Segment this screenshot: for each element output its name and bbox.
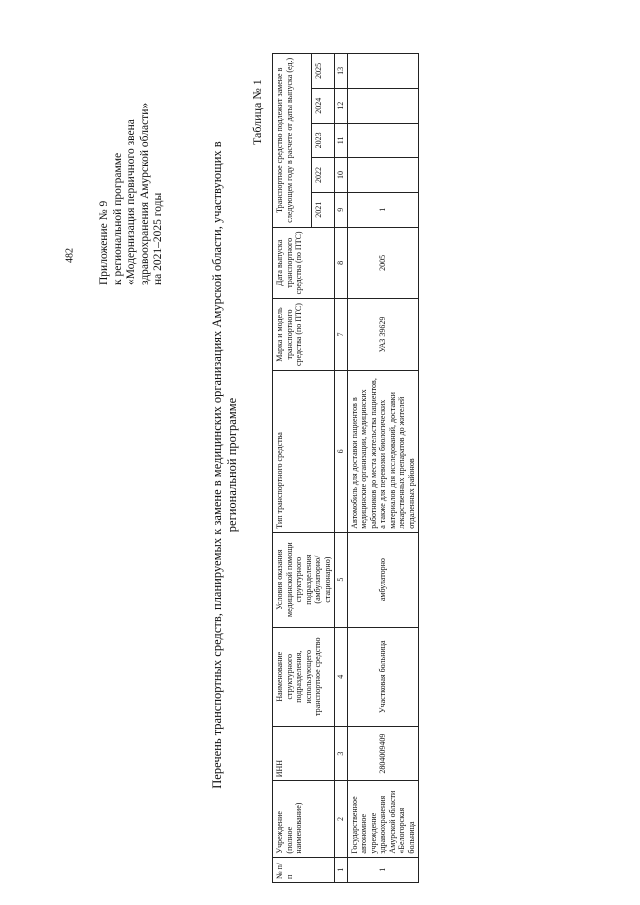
cell-release-date: 2005 <box>347 227 419 299</box>
column-number: 13 <box>335 54 348 89</box>
cell-2023 <box>347 123 419 158</box>
appendix-line-5: на 2021–2025 годы <box>152 192 164 285</box>
header-vehicle-type: Тип транспортного средства <box>273 370 335 532</box>
column-number: 1 <box>335 857 348 882</box>
cell-conditions: амбулаторно <box>347 532 419 627</box>
cell-2025 <box>347 54 419 89</box>
column-number: 7 <box>335 299 348 371</box>
cell-vehicle-type: Автомобиль для доставки пациентов в медицинские организации, медицинских работников до места жительства пациентов, а также для перевозки биологических материалов для исследований, доставки лекарственных препаратов до жителей отдаленных районов <box>347 370 419 532</box>
cell-institution: Государственное автономное учреждение здравоохранения Амурской области «Белогорская больница <box>347 781 419 857</box>
title-line-1: Перечень транспортных средств, планируемых к замене в медицинских организациях Амурской области, участвующих в <box>210 141 224 789</box>
header-conditions: Условия оказания медицинской помощи структурного подразделения (амбулаторно/ стационарно) <box>273 532 335 627</box>
header-num: № п/п <box>273 857 335 882</box>
column-number: 3 <box>335 726 348 780</box>
column-number: 9 <box>335 192 348 227</box>
header-replacement: Транспортное средство подлежит замене в следующем году в расчете от даты выпуска (ед.) <box>273 54 312 228</box>
column-number: 11 <box>335 123 348 158</box>
page-number: 482 <box>64 248 76 263</box>
cell-brand: УАЗ 39629 <box>347 299 419 371</box>
table-number: Таблица № 1 <box>250 79 264 145</box>
cell-subdivision: Участковая больница <box>347 627 419 726</box>
header-institution: Учреждение (полное наименование) <box>273 781 335 857</box>
document-title <box>210 85 239 845</box>
vehicles-table <box>272 53 419 883</box>
header-year: 2024 <box>311 88 334 123</box>
table-row <box>347 54 419 883</box>
cell-2022 <box>347 158 419 193</box>
header-release-date: Дата выпуска транспортного средства (по ПТС) <box>273 227 335 299</box>
header-year: 2025 <box>311 54 334 89</box>
cell-2024 <box>347 88 419 123</box>
header-inn: ИНН <box>273 726 335 780</box>
appendix-header <box>98 25 166 285</box>
header-year: 2022 <box>311 158 334 193</box>
header-year: 2021 <box>311 192 334 227</box>
column-number: 12 <box>335 88 348 123</box>
header-year: 2023 <box>311 123 334 158</box>
column-number: 4 <box>335 627 348 726</box>
title-line-2: региональной программе <box>224 397 239 533</box>
appendix-line-4: здравоохранения Амурской области» <box>138 102 151 285</box>
column-number: 10 <box>335 158 348 193</box>
table-header-row <box>273 54 312 883</box>
cell-2021: 1 <box>347 192 419 227</box>
appendix-line-1: Приложение № 9 <box>98 200 110 285</box>
column-numbers-row <box>335 54 348 883</box>
header-brand: Марка и модель транспортного средства (по ПТС) <box>273 299 335 371</box>
header-subdivision: Наименование структурного подразделения, использующего транспортное средство <box>273 627 335 726</box>
appendix-line-2: к региональной программе <box>111 152 124 285</box>
cell-inn: 2804009409 <box>347 726 419 780</box>
appendix-line-3: «Модернизация первичного звена <box>125 119 137 285</box>
cell-num: 1 <box>347 857 419 882</box>
column-number: 5 <box>335 532 348 627</box>
column-number: 8 <box>335 227 348 299</box>
column-number: 2 <box>335 781 348 857</box>
column-number: 6 <box>335 370 348 532</box>
